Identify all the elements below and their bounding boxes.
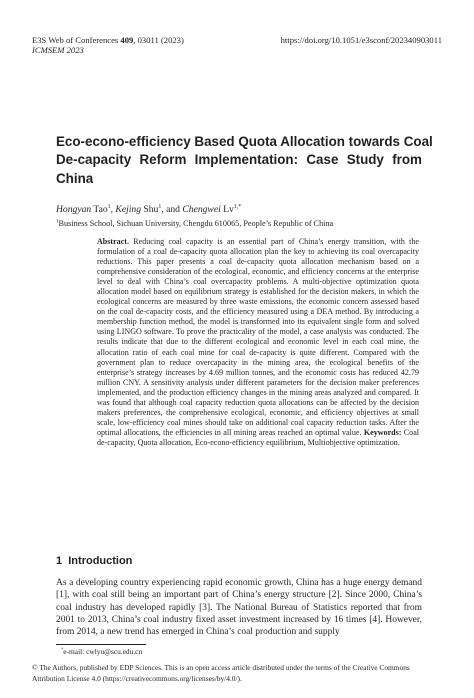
author-list (56, 204, 241, 215)
author-affiliation-mark: 1 (107, 203, 111, 210)
affiliation (56, 219, 333, 228)
body-paragraph: As a developing country experiencing rapid economic growth, China has a huge energy demand [1], with coal still being an important part of China’s energy structure [2]. Since 2000, China’s coal industry has developed rapidly [3]. The National Bureau of Statistics reported that from 2001 to 2013, China’s coal industry fixed asset investment increased by 16 times [4]. However, from 2014, a new trend has emerged in China’s coal production and supply (56, 578, 422, 638)
keywords-label: Keywords: (363, 427, 402, 437)
title-word: Reform (139, 152, 187, 168)
title-word: from (392, 152, 422, 168)
affiliation-text: Business School, Sichuan University, Chengdu 610065, People’s Republic of China (58, 219, 334, 228)
title-line-1: Eco-econo-efficiency Based Quota Allocation towards Coal (56, 134, 433, 149)
introduction-body (56, 577, 422, 638)
abstract (97, 237, 419, 448)
author-affiliation-mark: 1 (158, 203, 162, 210)
author-separator: , and (161, 204, 183, 215)
footnote-email[interactable]: e-mail: cwlyu@scu.edu.cn (63, 647, 143, 656)
title-word: De-capacity (56, 152, 132, 168)
section-title: Introduction (68, 555, 133, 567)
title-word: Study (346, 152, 384, 168)
section-number: 1 (56, 555, 63, 567)
title-line-2 (56, 151, 422, 169)
journal-name: E3S Web of Conferences (32, 35, 121, 45)
abstract-paragraph (97, 237, 419, 448)
author-given-name: Chengwei (182, 204, 221, 215)
author-given-name: Hongyan (56, 204, 92, 215)
section-heading (56, 555, 132, 567)
affiliation-mark: 1 (56, 218, 59, 225)
title-word: Case (306, 152, 339, 168)
article-number: , 03011 (2023) (133, 35, 184, 45)
doi-link[interactable]: https://doi.org/10.1051/e3sconf/202340903011 (280, 35, 442, 45)
title-word: Implementation: (194, 152, 299, 168)
author-affiliation-mark: 1,* (233, 203, 242, 210)
footnote (61, 647, 142, 656)
author-family-name: Lv (220, 204, 234, 215)
author-separator: , (110, 204, 116, 215)
author-family-name: Tao (91, 204, 108, 215)
journal-volume: 409 (120, 35, 134, 45)
author-given-name: Kejing (115, 204, 142, 215)
abstract-label: Abstract. (97, 237, 129, 246)
abstract-text: Reducing coal capacity is an essential part of China’s energy transition, with the formulation of a coal de-capacity quota allocation plan the key to achieving its coal overcapacity reductions. This paper presents a coal de-capacity quota allocation mechanism based on a comprehensive consideration of the ecological, economic, and efficiency concerns at the enterprise level to deal with China’s coal overcapacity problems. A multi-objective optimization quota allocation model based on equilibrium strategy is established for the decision makers, in which the ecological concerns are measured by three waste emissions, the economic concern assessed based on the coal de-capacity costs, and the efficiency measured using a DEA method. By introducing a membership function method, the model is transformed into its equivalent single form and solved using LINGO software. To prove the practicality of the model, a case analysis was conducted. The results indicate that due to the different ecological and economic level in each coal mine, the allocation ratio of each coal mine for coal de-capacity is quite different. Compared with the government plan to reduce overcapacity in the mining area, the ecological benefits of the enterprise’s strategy increases by 4.69 million tonnes, and the economic costs has reduced 42.79 million CNY. A sensitivity analysis under different parameters for the decision maker preferences implemented, and the production efficiency changes in the mining areas analyzed and compared. It was found that although coal capacity reduction quota allocations can be affected by the decision makers preferences, the comprehensive ecological, economic, and efficiency objectives at small scale, low-efficiency coal mines should take on additional coal capacity reduction tasks. After the optimal allocations, the efficiencies in all mining areas reached an optimal value. (97, 237, 419, 437)
footnote-rule (56, 644, 146, 645)
paper-title (56, 133, 433, 188)
license-line-1: © The Authors, published by EDP Sciences. This is an open access article distributed under the terms of the Creative Commons (32, 663, 410, 672)
keywords-text: Coal de-capacity, Quota allocation, Eco-econo-efficiency equilibrium, Multiobjective optimization. (97, 427, 420, 447)
author-family-name: Shu (141, 204, 159, 215)
license-notice (32, 663, 442, 684)
footnote-mark: * (61, 646, 64, 652)
license-line-2: Attribution License 4.0 (https://creativecommons.org/licenses/by/4.0/). (32, 673, 242, 683)
conference-name: ICMSEM 2023 (32, 45, 84, 55)
title-line-3: China (56, 170, 94, 186)
